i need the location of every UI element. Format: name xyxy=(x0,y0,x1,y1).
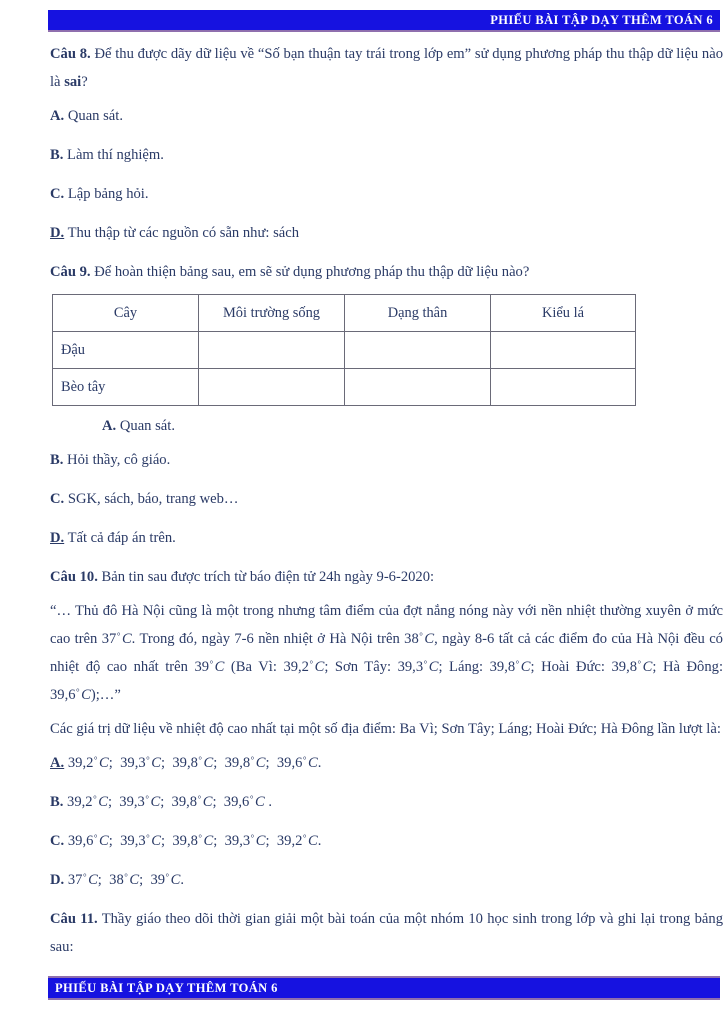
celsius-letter: C xyxy=(129,872,140,888)
option-label: C. xyxy=(50,491,65,507)
celsius-letter: C xyxy=(314,659,325,675)
temperature-value: 39,2° C xyxy=(67,755,109,771)
question-10-option-a[interactable] xyxy=(50,749,723,777)
table-cell: Đậu xyxy=(53,332,199,369)
degree-symbol: ° xyxy=(146,833,150,844)
separator: . xyxy=(264,794,272,810)
separator: . xyxy=(180,872,185,888)
footer-rule-bottom xyxy=(48,998,720,1000)
separator: . xyxy=(317,755,322,771)
question-11-label: Câu 11. xyxy=(50,911,98,927)
option-text: Thu thập từ các nguồn có sẵn như: sách xyxy=(64,225,300,241)
degree-symbol: ° xyxy=(124,872,128,883)
table-cell[interactable] xyxy=(491,332,636,369)
celsius-letter: C xyxy=(254,794,265,810)
option-label: A. xyxy=(102,418,117,434)
option-temperature-list xyxy=(68,755,322,771)
option-label: B. xyxy=(50,794,64,810)
question-10-option-c[interactable] xyxy=(50,827,723,855)
temperature-value: 39,8° C xyxy=(224,755,266,771)
separator: ; xyxy=(97,872,110,888)
question-8-option-b[interactable] xyxy=(50,141,723,169)
degree-symbol: ° xyxy=(93,755,98,766)
celsius-letter: C xyxy=(308,833,318,849)
option-label: B. xyxy=(50,452,64,468)
celsius-letter: C xyxy=(99,833,109,849)
header-title: PHIẾU BÀI TẬP DẠY THÊM TOÁN 6 xyxy=(48,10,720,30)
option-label: C. xyxy=(50,186,65,202)
degree-symbol: ° xyxy=(76,687,80,698)
celsius-letter: C xyxy=(98,794,108,810)
quote-segment: );…” xyxy=(90,687,121,703)
option-text: Làm thí nghiệm. xyxy=(63,147,164,163)
temperature-value: 39,8° C xyxy=(611,659,653,675)
celsius-letter: C xyxy=(424,631,435,647)
celsius-letter: C xyxy=(88,872,98,888)
temperature-value: 38° C xyxy=(404,631,435,647)
option-temperature-list xyxy=(68,872,184,888)
celsius-letter: C xyxy=(99,755,109,771)
degree-symbol: ° xyxy=(146,755,150,766)
degree-symbol: ° xyxy=(515,659,520,670)
degree-symbol: ° xyxy=(165,872,170,883)
degree-symbol: ° xyxy=(145,794,149,805)
question-9-label: Câu 9. xyxy=(50,264,91,280)
separator: ; xyxy=(213,755,225,771)
option-text: Lập bảng hỏi. xyxy=(64,186,149,202)
temperature-value: 39,3° C xyxy=(397,659,439,675)
separator: . xyxy=(317,833,322,849)
quote-segment: “… Thủ đô Hà Nội cũng là một trong nhưng tâm điểm của đợt nắng nóng này với nền nhiệt thường xuyên ở mức cao trên xyxy=(50,603,723,647)
temperature-value: 39,3° C xyxy=(119,794,161,810)
temperature-value: 39,8° C xyxy=(172,833,214,849)
temperature-value: 39,6° C xyxy=(67,833,109,849)
option-text: Hỏi thầy, cô giáo. xyxy=(63,452,171,468)
degree-symbol: ° xyxy=(116,631,121,642)
table-header-row xyxy=(53,295,636,332)
separator: ; xyxy=(108,833,121,849)
celsius-letter: C xyxy=(151,833,161,849)
temperature-value: 39,2° C xyxy=(276,833,318,849)
option-text: SGK, sách, báo, trang web… xyxy=(64,491,239,507)
separator: ; xyxy=(161,833,173,849)
quote-segment: ; Hoài Đức: xyxy=(530,659,612,675)
table-cell[interactable] xyxy=(199,369,345,406)
celsius-letter: C xyxy=(255,755,266,771)
degree-symbol: ° xyxy=(198,833,203,844)
temperature-value: 37° C xyxy=(67,872,98,888)
degree-symbol: ° xyxy=(198,755,203,766)
question-9-option-b[interactable] xyxy=(50,446,723,474)
celsius-letter: C xyxy=(170,872,181,888)
separator: ; xyxy=(265,755,277,771)
question-10-label: Câu 10. xyxy=(50,569,98,585)
celsius-letter: C xyxy=(203,755,214,771)
question-10-option-b[interactable] xyxy=(50,788,723,816)
temperature-value: 39,3° C xyxy=(224,833,266,849)
separator: ; xyxy=(160,794,172,810)
degree-symbol: ° xyxy=(209,659,214,670)
quote-segment: , ngày 8-6 tất cả các điểm đo của Hà Nội đều có nhiệt độ cao nhất trên xyxy=(50,631,723,675)
table-cell[interactable] xyxy=(199,332,345,369)
degree-symbol: ° xyxy=(419,631,423,642)
document-body xyxy=(50,40,723,967)
temperature-value: 37° C xyxy=(101,631,132,647)
question-10-stem xyxy=(50,563,723,591)
question-9-stem xyxy=(50,258,723,286)
option-label: B. xyxy=(50,147,64,163)
celsius-letter: C xyxy=(428,659,439,675)
degree-symbol: ° xyxy=(250,833,255,844)
degree-symbol: ° xyxy=(423,659,428,670)
celsius-letter: C xyxy=(214,659,225,675)
separator: ; xyxy=(108,755,121,771)
option-label-correct: A. xyxy=(50,755,65,771)
option-text: Quan sát. xyxy=(64,108,123,124)
quote-segment: (Ba Vì: xyxy=(224,659,284,675)
celsius-letter: C xyxy=(151,755,161,771)
question-10-text: Bản tin sau được trích từ báo điện tử 24h ngày 9-6-2020: xyxy=(97,569,435,585)
question-8-option-d[interactable] xyxy=(50,219,723,247)
question-8-stem xyxy=(50,40,723,96)
degree-symbol: ° xyxy=(82,872,87,883)
temperature-value: 39,6° C xyxy=(223,794,265,810)
temperature-value: 39° C xyxy=(150,872,181,888)
celsius-letter: C xyxy=(81,687,91,703)
option-label: C. xyxy=(50,833,65,849)
option-label-correct: D. xyxy=(50,530,65,546)
degree-symbol: ° xyxy=(93,833,98,844)
question-8-label: Câu 8. xyxy=(50,46,91,62)
question-8-emphasis: sai xyxy=(64,74,82,90)
quote-segment: ; Sơn Tây: xyxy=(324,659,398,675)
temperature-value: 39,6° C xyxy=(50,687,91,703)
celsius-letter: C xyxy=(150,794,161,810)
quote-segment: ; Láng: xyxy=(438,659,490,675)
celsius-letter: C xyxy=(121,631,132,647)
question-10-news-quote xyxy=(50,597,723,709)
table-header-cell: Dạng thân xyxy=(345,295,491,332)
question-9-option-c[interactable] xyxy=(50,485,723,513)
celsius-letter: C xyxy=(203,833,214,849)
celsius-letter: C xyxy=(642,659,653,675)
question-11-stem xyxy=(50,905,723,961)
temperature-value: 39,2° C xyxy=(67,794,108,810)
quote-segment: ; Hà Đông: xyxy=(652,659,723,675)
option-temperature-list xyxy=(68,833,322,849)
question-9-option-a[interactable] xyxy=(50,412,723,440)
question-8-option-c[interactable] xyxy=(50,180,723,208)
table-header-cell: Kiểu lá xyxy=(491,295,636,332)
table-cell[interactable] xyxy=(491,369,636,406)
question-9-text: Để hoàn thiện bảng sau, em sẽ sử dụng phương pháp thu thập dữ liệu nào? xyxy=(90,264,530,280)
celsius-letter: C xyxy=(520,659,531,675)
degree-symbol: ° xyxy=(249,794,254,805)
question-8-option-a[interactable] xyxy=(50,102,723,130)
page-footer-banner xyxy=(48,976,720,1000)
separator: ; xyxy=(265,833,277,849)
footer-title: PHIẾU BÀI TẬP DẠY THÊM TOÁN 6 xyxy=(48,978,720,998)
option-label: A. xyxy=(50,108,65,124)
quote-segment: . Trong đó, ngày 7-6 nền nhiệt ở Hà Nội trên xyxy=(131,631,405,647)
separator: ; xyxy=(161,755,173,771)
question-10-lead-in: Các giá trị dữ liệu về nhiệt độ cao nhất tại một số địa điểm: Ba Vì; Sơn Tây; Láng; Hoài Đức; Hà Đông lần lượt là: xyxy=(50,721,721,737)
temperature-value: 39,2° C xyxy=(283,659,325,675)
question-11-text: Thầy giáo theo dõi thời gian giải một bài toán của một nhóm 10 học sinh trong lớp và ghi lại trong bảng sau: xyxy=(50,911,723,955)
option-label-correct: D. xyxy=(50,225,65,241)
temperature-value: 39,3° C xyxy=(120,833,161,849)
temperature-value: 38° C xyxy=(109,872,140,888)
temperature-value: 39,8° C xyxy=(489,659,531,675)
table-header-cell: Môi trường sống xyxy=(199,295,345,332)
option-text: Quan sát. xyxy=(116,418,175,434)
table-header-cell: Cây xyxy=(53,295,199,332)
temperature-value: 39,8° C xyxy=(171,794,213,810)
option-temperature-list xyxy=(67,794,272,810)
degree-symbol: ° xyxy=(250,755,255,766)
question-8-text-part1: Để thu được dãy dữ liệu về “Số bạn thuận tay trái trong lớp em” sử dụng phương pháp thu thập dữ liệu nào là xyxy=(50,46,723,90)
table-row xyxy=(53,332,636,369)
degree-symbol: ° xyxy=(197,794,202,805)
option-text: Tất cả đáp án trên. xyxy=(64,530,176,546)
plant-properties-table xyxy=(52,294,636,406)
degree-symbol: ° xyxy=(302,833,307,844)
separator: ; xyxy=(213,833,225,849)
temperature-value: 39,6° C xyxy=(276,755,318,771)
page-header-banner xyxy=(48,10,720,32)
header-rule xyxy=(48,30,720,32)
celsius-letter: C xyxy=(202,794,213,810)
table-cell: Bèo tây xyxy=(53,369,199,406)
table-cell[interactable] xyxy=(345,369,491,406)
separator: ; xyxy=(212,794,224,810)
separator: ; xyxy=(139,872,151,888)
question-10-option-d[interactable] xyxy=(50,866,723,894)
degree-symbol: ° xyxy=(302,755,307,766)
temperature-value: 39° C xyxy=(194,659,225,675)
table-cell[interactable] xyxy=(345,332,491,369)
degree-symbol: ° xyxy=(93,794,97,805)
question-9-option-d[interactable] xyxy=(50,524,723,552)
option-label: D. xyxy=(50,872,65,888)
question-8-text-part2: ? xyxy=(81,74,88,90)
degree-symbol: ° xyxy=(637,659,642,670)
temperature-value: 39,8° C xyxy=(172,755,214,771)
celsius-letter: C xyxy=(308,755,318,771)
table-row xyxy=(53,369,636,406)
separator: ; xyxy=(107,794,120,810)
celsius-letter: C xyxy=(255,833,266,849)
temperature-value: 39,3° C xyxy=(120,755,161,771)
degree-symbol: ° xyxy=(309,659,314,670)
